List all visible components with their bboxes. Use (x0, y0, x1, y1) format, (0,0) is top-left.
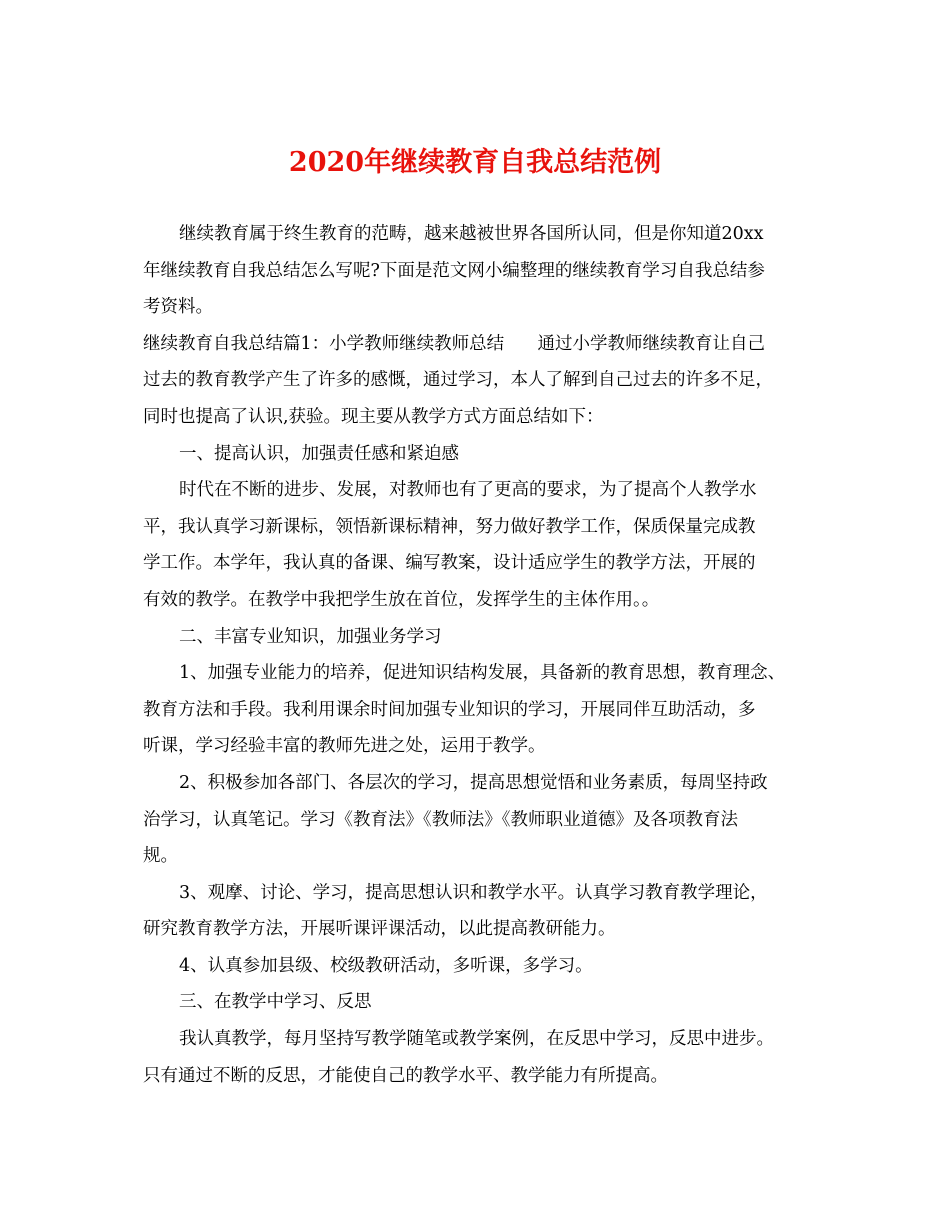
document-title: 2020年继续教育自我总结范例 (288, 147, 662, 178)
text-line: 规。 (143, 846, 178, 867)
text-line: 时代在不断的进步、发展，对教师也有了更高的要求，为了提高个人教学水 (179, 480, 757, 501)
text-line: 1、加强专业能力的培养，促进知识结构发展，具备新的教育思想，教育理念、 (179, 663, 786, 684)
text-line: 听课，学习经验丰富的教师先进之处，运用于教学。 (143, 736, 546, 757)
text-line: 学工作。本学年，我认真的备课、编写教案，设计适应学生的教学方法，开展的 (143, 553, 756, 574)
text-line: 同时也提高了认识,获验。现主要从教学方式方面总结如下： (143, 406, 604, 427)
text-line: 3、观摩、讨论、学习，提高思想认识和教学水平。认真学习教育教学理论， (179, 882, 768, 903)
text-line: 教育方法和手段。我利用课余时间加强专业知识的学习，开展同伴互助活动，多 (143, 699, 756, 720)
text-line: 三、在教学中学习、反思 (179, 992, 372, 1013)
text-line: 二、丰富专业知识，加强业务学习 (179, 626, 442, 647)
text-line: 平，我认真学习新课标，领悟新课标精神，努力做好教学工作，保质保量完成教 (143, 516, 756, 537)
text-line: 治学习，认真笔记。学习《教育法》《教师法》《教师职业道德》及各项教育法 (143, 809, 738, 830)
text-line: 研究教育教学方法，开展听课评课活动，以此提高教研能力。 (143, 919, 616, 940)
text-line: 继续教育自我总结篇1：小学教师继续教师总结 通过小学教师继续教育让自己 (143, 333, 766, 354)
text-line: 我认真教学，每月坚持写教学随笔或教学案例，在反思中学习，反思中进步。 (179, 1029, 774, 1050)
text-line: 2、积极参加各部门、各层次的学习，提高思想觉悟和业务素质，每周坚持政 (179, 772, 768, 793)
text-line: 继续教育属于终生教育的范畴，越来越被世界各国所认同，但是你知道20xx (179, 224, 764, 244)
text-line: 有效的教学。在教学中我把学生放在首位，发挥学生的主体作用。。 (143, 589, 660, 610)
document-body (143, 216, 823, 1094)
text-line: 考资料。 (143, 297, 213, 318)
text-line: 4、认真参加县级、校级教研活动，多听课，多学习。 (179, 955, 593, 976)
text-line: 只有通过不断的反思，才能使自己的教学水平、教学能力有所提高。 (143, 1065, 668, 1086)
text-line: 年继续教育自我总结怎么写呢?下面是范文网小编整理的继续教育学习自我总结参 (143, 260, 765, 281)
text-line: 过去的教育教学产生了许多的感慨，通过学习，本人了解到自己过去的许多不足， (143, 370, 773, 391)
text-line: 一、提高认识，加强责任感和紧迫感 (179, 443, 459, 464)
